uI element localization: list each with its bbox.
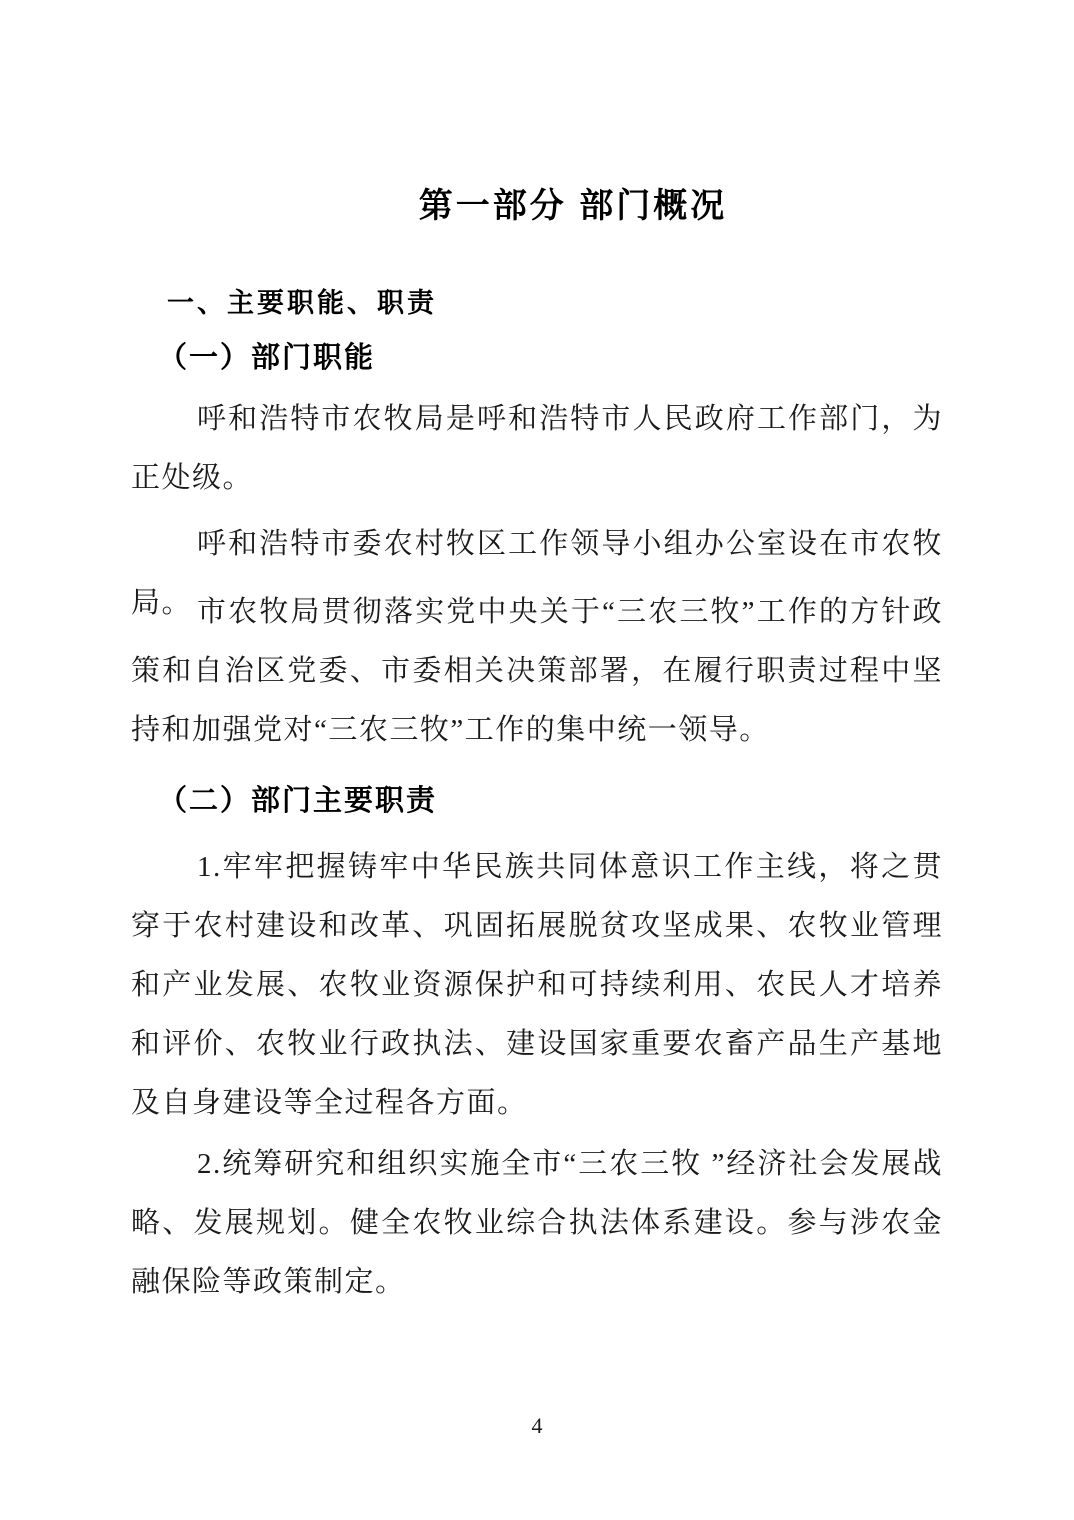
paragraph-responsibility-1: 1.牢牢把握铸牢中华民族共同体意识工作主线，将之贯穿于农村建设和改革、巩固拓展脱贫攻坚成果、农牧业管理和产业发展、农牧业资源保护和可持续利用、农民人才培养和评价、农牧业行政执法、建设国家重要农畜产品生产基地及自身建设等全过程各方面。	[131, 851, 943, 1119]
page-number: 4	[531, 1413, 543, 1438]
section-heading-main-functions: 一、主要职能、职责	[167, 288, 437, 318]
subsection-heading-main-responsibilities: （二）部门主要职责	[158, 785, 438, 817]
paragraph-leading-group-office: 呼和浩特市委农村牧区工作领导小组办公室设在市农牧局。	[131, 528, 943, 619]
subsection-heading-department-functions: （一）部门职能	[158, 342, 376, 374]
paragraph-department-level: 呼和浩特市农牧局是呼和浩特市人民政府工作部门，为正处级。	[131, 403, 943, 494]
paragraph-party-leadership: 市农牧局贯彻落实党中央关于“三农三牧”工作的方针政策和自治区党委、市委相关决策部署，在履行职责过程中坚持和加强党对“三农三牧”工作的集中统一领导。	[131, 596, 943, 746]
paragraph-responsibility-2: 2.统筹研究和组织实施全市“三农三牧 ”经济社会发展战略、发展规划。健全农牧业综合执法体系建设。参与涉农金融保险等政策制定。	[131, 1148, 943, 1298]
document-title: 第一部分 部门概况	[418, 187, 728, 225]
